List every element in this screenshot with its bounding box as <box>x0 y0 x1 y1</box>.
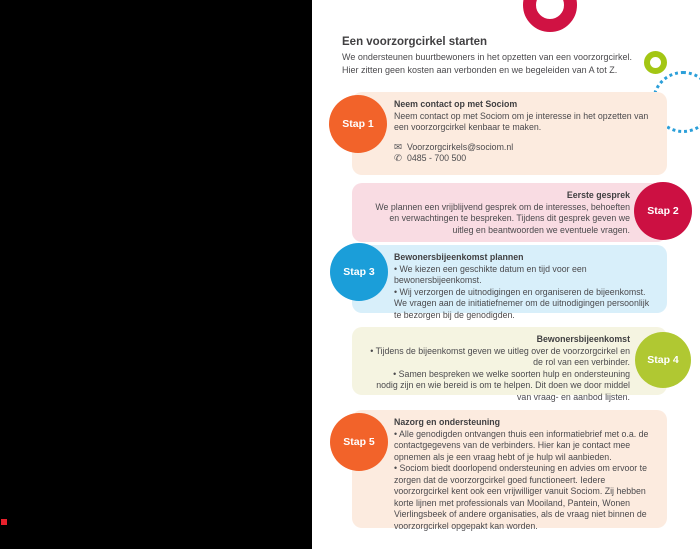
step-card-3 <box>352 245 667 320</box>
email-icon: ✉ <box>394 141 402 153</box>
step-4-bullet-1: • Tijdens de bijeenkomst geven we uitleg over de voorzorgcirkel en de rol van een verbinder. <box>370 345 630 367</box>
intro-line-2: Hier zitten geen kosten aan verbonden en we begeleiden van A tot Z. <box>342 64 618 75</box>
step-badge-5: Stap 5 <box>330 413 388 471</box>
step-4-title: Bewonersbijeenkomst <box>536 334 630 344</box>
step-card-4 <box>352 327 667 402</box>
step-badge-2: Stap 2 <box>634 182 692 240</box>
email-address: Voorzorgcirkels@sociom.nl <box>406 141 514 152</box>
phone-number: 0485 - 700 500 <box>406 153 467 163</box>
step-badge-1: Stap 1 <box>329 95 387 153</box>
step-1-body: Neem contact op met Sociom om je interesse in het opzetten van een voorzorgcirkel kenbaar te maken. <box>394 110 649 132</box>
step-5-bullet-1: • Alle genodigden ontvangen thuis een informatiebrief met o.a. de contactgegevens van de verbinders. Hier kan je contact mee opnemen als je een vraag hebt of je hulp wil aanbieden. <box>394 428 649 462</box>
decorative-ring-crimson-icon <box>523 0 577 32</box>
page-title: Een voorzorgcirkel starten <box>342 36 488 48</box>
step-2-body: We plannen een vrijblijvend gesprek om de interesses, behoeften en verwachtingen te bespreken. Tijdens dit gesprek geven we uitleg en beantwoorden we eventuele vragen. <box>375 201 630 235</box>
step-3-title: Bewonersbijeenkomst plannen <box>394 252 524 262</box>
step-5-bullet-2: • Sociom biedt doorlopend ondersteuning en advies om ervoor te zorgen dat de voorzorgcirkel goed functioneert. Iedere voorzorgcirkel kent ook een vrijwilliger vanuit Sociom. Zij hebben korte lijnen met professionals van Mooiland, Pantein, Wonen Vierlingsbeek of andere organisaties, als de vraag niet binnen de voorzorgcirkel opgepakt kan worden. <box>394 463 647 531</box>
step-card-2 <box>352 183 667 242</box>
phone-row <box>394 153 657 165</box>
step-card-5 <box>352 410 667 531</box>
step-3-bullet-2: • Wij verzorgen de uitnodigingen en organiseren de bijeenkomst. We vragen aan de initiatiefnemer om de uitnodigingen persoonlijk te bezorgen bij de genodigden. <box>394 286 650 320</box>
step-3-bullet-1: • We kiezen een geschikte datum en tijd voor een bewonersbijeenkomst. <box>394 263 587 285</box>
intro-text <box>342 51 672 76</box>
flyer-page <box>312 0 700 549</box>
step-1-contact-block <box>394 142 657 165</box>
step-4-bullet-2: • Samen bespreken we welke soorten hulp en ondersteuning nodig zijn en wie bereid is om te helpen. Dit doen we door middel van vraag- en aanbod lijsten. <box>376 368 630 402</box>
intro-line-1: We ondersteunen buurtbewoners in het opzetten van een voorzorgcirkel. <box>342 52 633 62</box>
email-row <box>394 142 657 154</box>
step-badge-4: Stap 4 <box>635 332 691 388</box>
step-badge-3: Stap 3 <box>330 243 388 301</box>
step-card-1 <box>352 92 667 175</box>
red-square-accent <box>1 519 7 525</box>
step-1-title: Neem contact op met Sociom <box>394 99 518 109</box>
step-2-title: Eerste gesprek <box>566 190 630 200</box>
step-5-title: Nazorg en ondersteuning <box>394 417 501 427</box>
phone-icon: ✆ <box>394 153 402 164</box>
